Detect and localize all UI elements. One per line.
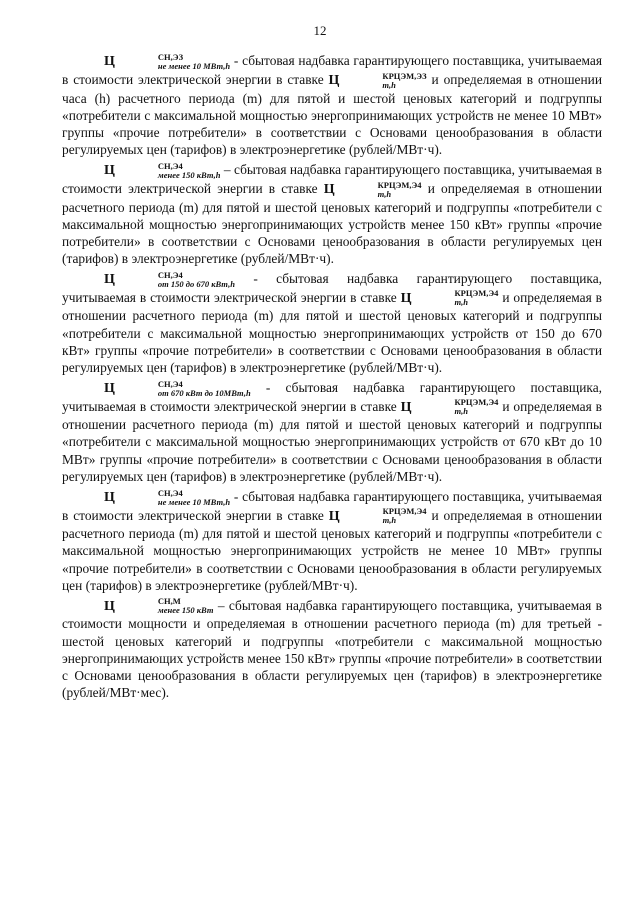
variable-symbol: Ц СН,Э4 от 670 кВт до 10МВт,h bbox=[104, 378, 251, 398]
paragraph-text: и определяемая в отношении расчетного периода (m) для пятой и шестой ценовых категорий и подгруппы «потребители с максимальной мощностью энергопринимающих устройств от 670 кВт до 10 МВт» группы «прочие потребители» в соответствии с Основами ценообразования в области регулируемых цен (тарифов) в электроэнергетике (рублей/МВт·ч). bbox=[62, 398, 602, 484]
paragraph-text: – сбытовая надбавка гарантирующего поставщика, учитываемая в стоимости мощности и определяемая в отношении расчетного периода (m) для третьей - шестой ценовых категорий и подгруппы «потребители с максимальной мощностью энергопринимающих устройств менее 150 кВт» группы «прочие потребители» в соответствии с Основами ценообразования в области регулируемых цен (тарифов) в электроэнергетике (рублей/МВт·мес). bbox=[62, 597, 602, 700]
paragraph-markup-2 bbox=[62, 161, 602, 267]
variable-symbol: Ц СН,Э4 не менее 10 МВт,h bbox=[104, 487, 231, 507]
paragraph-markup-1 bbox=[62, 52, 602, 158]
rate-symbol: Ц КРЦЭМ,ЭЗ m,h bbox=[328, 70, 427, 90]
paragraph-markup-6 bbox=[62, 597, 602, 701]
rate-symbol: Ц КРЦЭМ,Э4 m,h bbox=[323, 179, 422, 199]
paragraph-text: и определяемая в отношении расчетного периода (m) для пятой и шестой ценовых категорий и подгруппы «потребители с максимальной мощностью энергопринимающих устройств от 150 до 670 кВт» группы «прочие потребители» в соответствии с Основами ценообразования в области регулируемых цен (тарифов) в электроэнергетике (рублей/МВт·ч). bbox=[62, 289, 602, 375]
page-number: 12 bbox=[313, 23, 327, 38]
paragraph-text: - сбытовая надбавка гарантирующего поставщика, учитываемая в стоимости электрической энергии в ставке bbox=[62, 379, 602, 414]
paragraph-markup-5 bbox=[62, 488, 602, 594]
variable-symbol: Ц СН,М менее 150 кВт bbox=[104, 596, 214, 616]
rate-symbol: Ц КРЦЭМ,Э4 m,h bbox=[400, 397, 499, 417]
paragraph-text: - сбытовая надбавка гарантирующего поставщика, учитываемая в стоимости электрической энергии в ставке bbox=[62, 270, 602, 305]
document-body bbox=[62, 52, 602, 704]
paragraph-text: и определяемая в отношении расчетного периода (m) для пятой и шестой ценовых категорий и подгруппы «потребители с максимальной мощностью энергопринимающих устройств менее 150 кВт» группы «прочие потребители» в соответствии с Основами ценообразования в области регулируемых цен (тарифов) в электроэнергетике (рублей/МВт·ч). bbox=[62, 180, 602, 266]
paragraph-markup-3 bbox=[62, 270, 602, 376]
paragraph-markup-4 bbox=[62, 379, 602, 485]
paragraph-text: и определяемая в отношении часа (h) расчетного периода (m) для пятой и шестой ценовых категорий и подгруппы «потребители с максимальной мощностью энергопринимающих устройств не менее 10 МВт» группы «прочие потребители» в соответствии с Основами ценообразования в области регулируемых цен (тарифов) в электроэнергетике (рублей/МВт·ч). bbox=[62, 71, 602, 157]
variable-symbol: Ц СН,Э4 менее 150 кВт,h bbox=[104, 160, 221, 180]
variable-symbol: Ц СН,ЭЗ не менее 10 МВт,h bbox=[104, 51, 231, 71]
paragraph-text: - сбытовая надбавка гарантирующего поставщика, учитываемая в стоимости электрической энергии в ставке bbox=[62, 53, 602, 87]
paragraph-text: и определяемая в отношении расчетного периода (m) для пятой и шестой ценовых категорий и подгруппы «потребители с максимальной мощностью энергопринимающих устройств не менее 10 МВт» группы «прочие потребители» в соответствии с Основами ценообразования в области регулируемых цен (тарифов) в электроэнергетике (рублей/МВт·ч). bbox=[62, 507, 603, 593]
paragraph-text: – сбытовая надбавка гарантирующего поставщика, учитываемая в стоимости электрической энергии в ставке bbox=[62, 161, 602, 196]
rate-symbol: Ц КРЦЭМ,Э4 m,h bbox=[400, 288, 499, 308]
variable-symbol: Ц СН,Э4 от 150 до 670 кВт,h bbox=[104, 269, 235, 289]
rate-symbol: Ц КРЦЭМ,Э4 m,h bbox=[328, 506, 427, 526]
paragraph-text: - сбытовая надбавка гарантирующего поставщика, учитываемая в стоимости электрической энергии в ставке bbox=[62, 488, 602, 523]
